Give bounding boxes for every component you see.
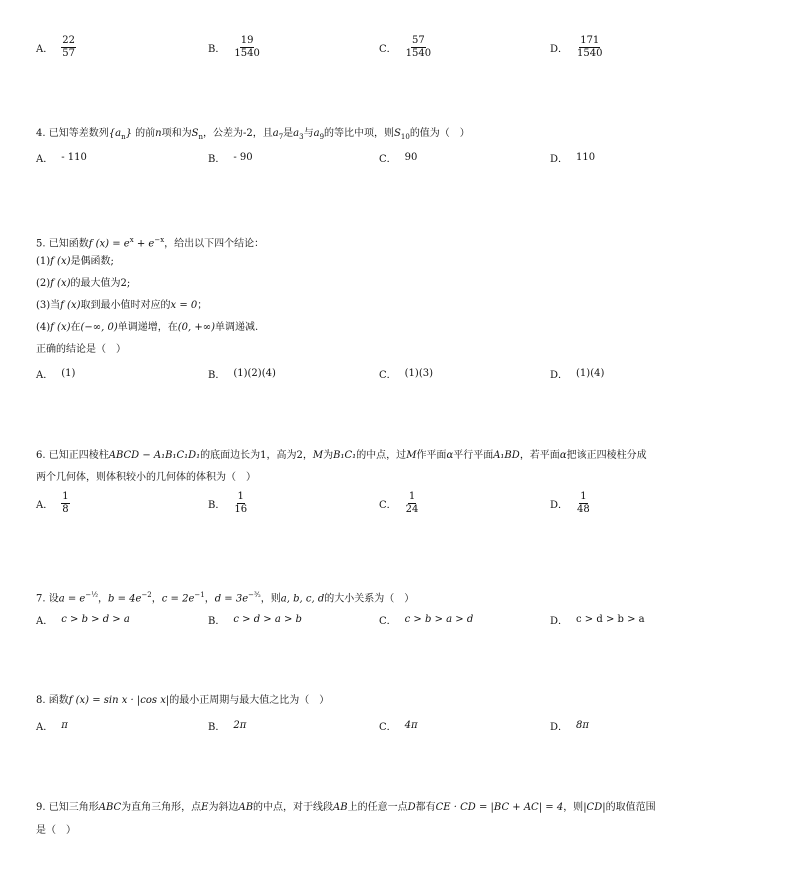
q3-option-c: C． $\frac{57}{1540}$ [379, 34, 432, 59]
q5-conclusion-1: (1)f (x)是偶函数; [36, 256, 114, 267]
q5-option-c: C． (1)(3) [379, 367, 433, 381]
q9-stem-line-1: 9. 已知三角形ABC为直角三角形，点E为斜边AB的中点，对于线段AB上的任意一点D都有CE · CD = |BC + AC| = 4，则|CD|的取值范围 [36, 802, 656, 813]
q8-options [36, 714, 766, 736]
q6-option-c: C． $\frac{1}{24}$ [379, 490, 419, 515]
q5-stem: 5. 已知函数f $(x) = e^x + e^{-x}$，给出以下四个结论： [36, 236, 265, 250]
q7-option-b: B． c > d > a > b [208, 613, 302, 627]
q5-conclusion-3: (3)当f (x)取到最小值时对应的x = 0； [36, 300, 208, 311]
q6-option-b: B． $\frac{1}{16}$ [208, 490, 248, 515]
q7-stem: 7. 设$a = e^{-\frac{1}{2}}$，$b = 4e^{-2}$，$c = 2e^{-1}$，$d = 3e^{-^3⁄_2}$，则a, b, c, d的大小关系为（ ） [36, 591, 415, 605]
q7-option-c: C． c > b > a > d [379, 613, 474, 627]
fraction: $\frac{1}{24}$ [405, 490, 419, 515]
q5-option-b: B． (1)(2)(4) [208, 367, 276, 381]
q4-stem: 4. 已知等差数列$\{a_n\}$ 的前n项和为$S_n$，公差为-2，且$a_7$是$a_3$与$a_9$的等比中项，则$S_{10}$的值为（ ） [36, 128, 470, 141]
q3-options [36, 36, 766, 58]
q5-ask: 正确的结论是（ ） [36, 344, 126, 355]
fraction: $\frac{171}{1540}$ [577, 34, 603, 59]
q4-option-b: B． - 90 [208, 151, 253, 165]
fraction: $\frac{1}{48}$ [577, 490, 590, 515]
q8-option-d: D． 8π [550, 719, 589, 733]
q6-stem-line-1: 6. 已知正四棱柱ABCD − A₁B₁C₁D₁的底面边长为1，高为2，M为B₁C₁的中点，过M作平面α平行平面A₁BD，若平面α把该正四棱柱分成 [36, 450, 647, 461]
fraction: $\frac{1}{8}$ [62, 490, 69, 515]
q7-option-a: A． c > b > d > a [36, 613, 130, 627]
q4-option-c: C． 90 [379, 151, 418, 165]
fraction: $\frac{1}{16}$ [234, 490, 248, 515]
q6-option-d: D． $\frac{1}{48}$ [550, 490, 590, 515]
q3-option-b: B． $\frac{19}{1540}$ [208, 34, 260, 59]
q8-option-a: A． π [36, 719, 68, 733]
q5-option-d: D． (1)(4) [550, 367, 605, 381]
q3-option-a: A． $\frac{22}{57}$ [36, 34, 75, 59]
q5-conclusion-4: (4)f (x)在(−∞, 0)单调递增，在(0, +∞)单调递减. [36, 322, 259, 333]
q3-option-d: D． $\frac{171}{1540}$ [550, 34, 603, 59]
q9-stem-line-2: 是（ ） [36, 825, 76, 836]
q7-option-d: D． c > d > b > a [550, 613, 645, 627]
q4-options [36, 146, 766, 168]
q8-stem: 8. 函数f (x) = sin x · |cos x|的最小正周期与最大值之比为（ ） [36, 695, 330, 706]
q5-option-a: A． (1) [36, 367, 76, 381]
q5-conclusion-2: (2)f (x)的最大值为2; [36, 278, 131, 289]
q4-option-a: A． - 110 [36, 151, 87, 165]
q7-options [36, 608, 766, 630]
q6-stem-line-2: 两个几何体，则体积较小的几何体的体积为（ ） [36, 472, 256, 483]
q4-option-d: D． 110 [550, 151, 596, 165]
fraction: $\frac{22}{57}$ [62, 34, 75, 59]
q8-option-c: C． 4π [379, 719, 418, 733]
fraction: $\frac{19}{1540}$ [234, 34, 260, 59]
q6-option-a: A． $\frac{1}{8}$ [36, 490, 69, 515]
q8-option-b: B． 2π [208, 719, 247, 733]
fraction: $\frac{57}{1540}$ [405, 34, 432, 59]
q5-options [36, 362, 766, 384]
q6-options [36, 492, 766, 514]
